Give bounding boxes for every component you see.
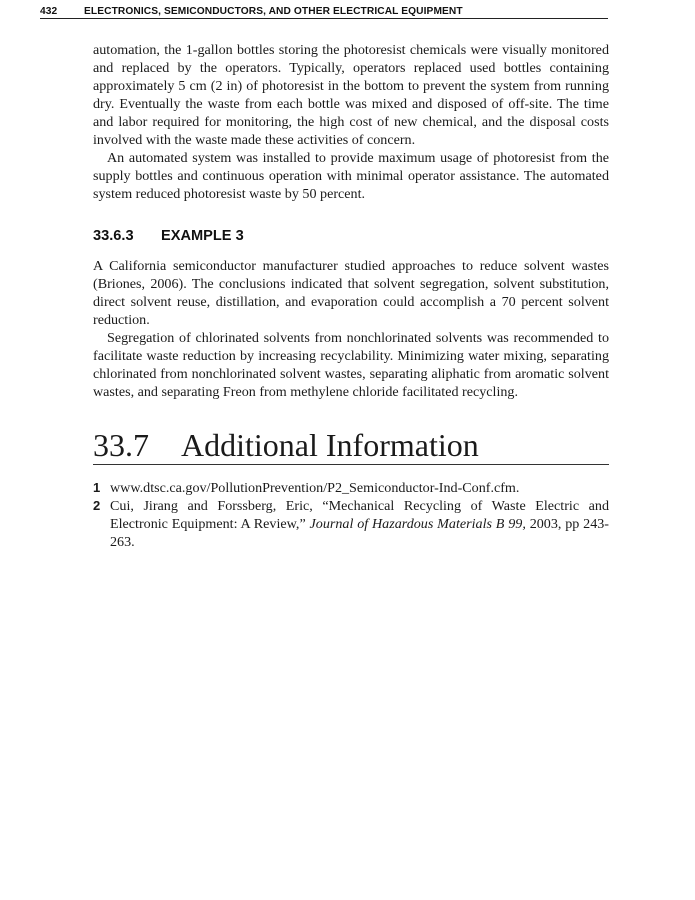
page-content <box>93 41 609 551</box>
subsection-title: EXAMPLE 3 <box>161 228 244 244</box>
subsection-paragraph-2: Segregation of chlorinated solvents from nonchlorinated solvents was recommended to facilitate waste reduction by increasing recyclability. Minimizing water mixing, separating chlorinated from nonchlorinated solvent wastes, separating aliphatic from aromatic solvent wastes, and separating Freon from methylene chloride facilitated recycling. <box>93 330 609 400</box>
reference-marker: 1 <box>93 480 101 495</box>
section-number: 33.7 <box>93 427 149 463</box>
reference-url[interactable]: www.dtsc.ca.gov/PollutionPrevention/P2_Semiconductor-Ind-Conf.cfm. <box>110 480 520 496</box>
page-number: 432 <box>40 6 58 17</box>
subsection-heading <box>93 227 609 245</box>
body-paragraph-1: automation, the 1-gallon bottles storing the photoresist chemicals were visually monitored and replaced by the operators. Typically, operators replaced used bottles containing approximately 5 cm (2 in) of photoresist in the bottom to prevent the system from running dry. Eventually the waste from each bottle was mixed and disposed of off-site. The time and labor required for monitoring, the high cost of new chemical, and the disposal costs involved with the waste made these activities of concern. <box>93 42 609 148</box>
reference-text-before: Cui, Jirang and Forssberg, Eric, “Mechanical Recycling of Waste Electric and Electronic Equipment: A Review,” <box>110 498 609 532</box>
reference-item-1 <box>93 479 609 497</box>
reference-list <box>93 479 609 551</box>
reference-item-2 <box>93 497 609 551</box>
subsection-paragraph-1: A California semiconductor manufacturer studied approaches to reduce solvent wastes (Briones, 2006). The conclusions indicated that solvent segregation, solvent substitution, direct solvent reuse, distillation, and evaporation could accomplish a 70 percent solvent reduction. <box>93 258 609 328</box>
running-header <box>40 6 608 19</box>
section-title: Additional Information <box>181 427 479 463</box>
running-title: ELECTRONICS, SEMICONDUCTORS, AND OTHER ELECTRICAL EQUIPMENT <box>84 6 463 17</box>
reference-marker: 2 <box>93 498 101 513</box>
reference-text-after: 2003, pp 243-263. <box>110 516 609 550</box>
subsection-number: 33.6.3 <box>93 228 134 244</box>
section-heading <box>93 426 609 465</box>
reference-journal: Journal of Hazardous Materials B 99, <box>309 516 526 532</box>
body-paragraph-2: An automated system was installed to provide maximum usage of photoresist from the supply bottles and continuous operation with minimal operator assistance. The automated system reduced photoresist waste by 50 percent. <box>93 150 609 202</box>
